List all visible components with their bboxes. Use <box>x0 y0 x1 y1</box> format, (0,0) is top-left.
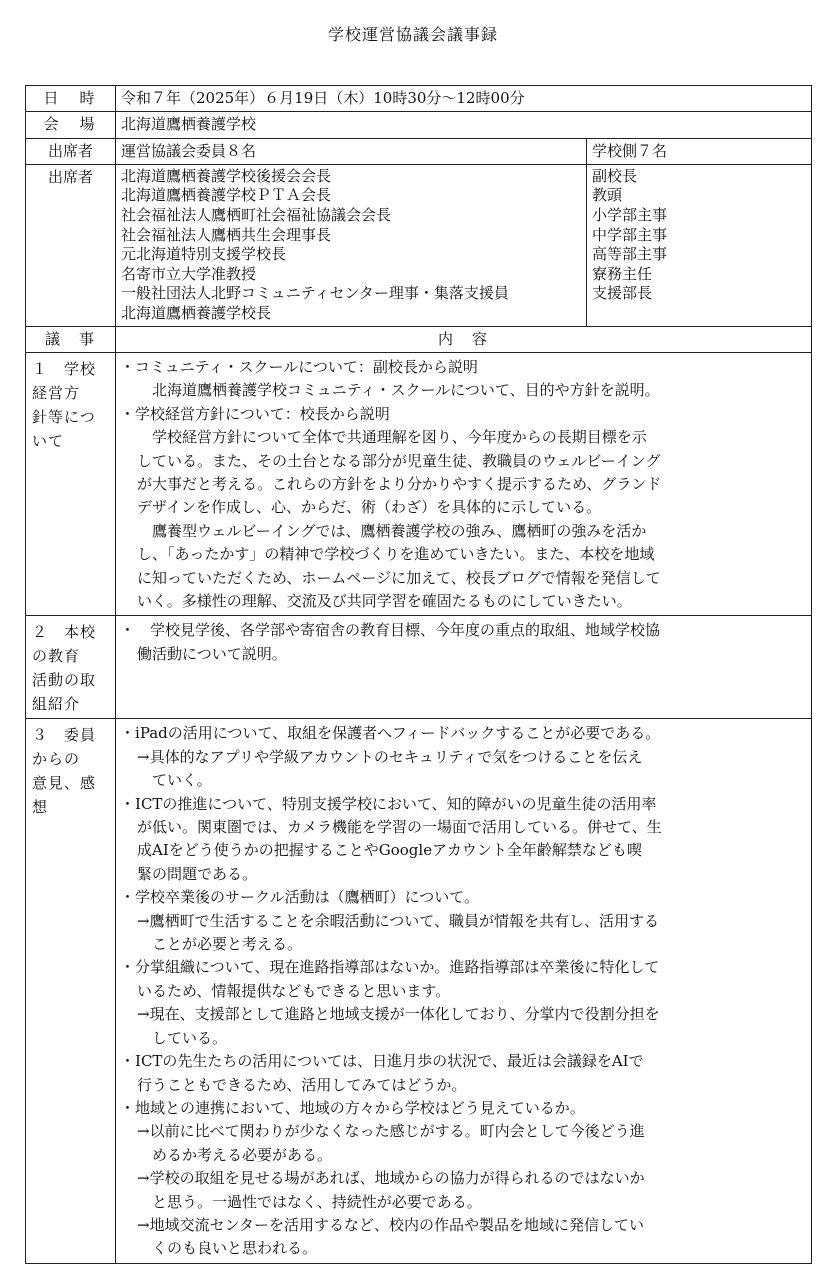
content-line: が大事だと考える。これらの方針をより分かりやすく提示するため、グランド <box>137 474 662 493</box>
section-content-2 <box>116 616 812 719</box>
bullet-item: ・ 学校見学後、各学部や寄宿舎の教育目標、今年度の重点的取組、地域学校協 <box>122 619 805 642</box>
agenda-header: 議 事 <box>26 326 116 352</box>
content-line: している。 <box>152 1028 228 1047</box>
document-title: 学校運営協議会議事録 <box>327 25 498 44</box>
school-member: 教頭 <box>592 186 623 205</box>
attendee-list-row <box>26 164 812 326</box>
agenda-title-line: 意見、感想 <box>32 774 97 817</box>
minutes-table <box>25 85 812 1264</box>
committee-member-list <box>116 164 587 326</box>
school-member: 高等部主事 <box>592 245 668 264</box>
committee-member: 元北海道特別支援学校長 <box>121 245 287 264</box>
content-line: いく。多様性の理解、交流及び共同学習を確固たるものにしていきたい。 <box>137 592 632 610</box>
school-member: 副校長 <box>592 166 638 185</box>
bullet-item: ・ 地域との連携において、地域の方々から学校はどう見えているか。 <box>122 1097 805 1120</box>
agenda-item-3 <box>26 719 116 1263</box>
content-line: ていく。 <box>152 771 212 790</box>
content-line: →以前に比べて関わりが少なくなった感じがする。町内会として今後どう進 <box>137 1122 645 1141</box>
content-line: →学校の取組を見せる場があれば、地域からの協力が得られるのではないか <box>137 1169 645 1188</box>
school-member: 中学部主事 <box>592 225 668 244</box>
content-line: し、「あったかす」の精神で学校づくりを進めていきたい。また、本校を地域 <box>137 545 655 564</box>
bullet-item: ・ iPadの活用について、取組を保護者へフィードバックすることが必要である。 <box>122 722 805 745</box>
committee-member: 社会福祉法人鷹栖共生会理事長 <box>121 225 332 244</box>
agenda-title-line: ２ 本校の教育 <box>32 623 97 666</box>
agenda-item-2 <box>26 616 116 719</box>
agenda-title-line: ３ 委員からの <box>32 726 97 769</box>
bullet-item: ・ 学校卒業後のサークル活動は（鷹栖町）について。 <box>122 886 805 909</box>
content-line: 北海道鷹栖養護学校コミュニティ・スクールについて、目的や方針を説明。 <box>152 381 660 400</box>
attendees-label-1: 出席者 <box>26 138 116 164</box>
content-header: 内 容 <box>116 326 812 352</box>
school-member: 支援部長 <box>592 284 653 303</box>
agenda-item-1 <box>26 352 116 615</box>
section-content-3 <box>116 719 812 1263</box>
content-line: いるため、情報提供などもできると思います。 <box>137 981 451 1000</box>
content-line: 成AIをどう使うかの把握することやGoogleアカウント全年齢解禁なども喫 <box>137 841 642 860</box>
agenda-title-line: 針等について <box>32 407 96 450</box>
date-value: 令和７年（2025年）６月19日（木）10時30分～12時00分 <box>116 86 812 112</box>
content-line: →地域交流センターを活用するなど、校内の作品や製品を地域に発信してい <box>137 1215 644 1234</box>
content-line: が低い。関東圏では、カメラ機能を学習の一場面で活用している。併せて、生 <box>137 818 662 837</box>
committee-member: 北海道鷹栖養護学校ＰＴＡ会長 <box>121 186 332 205</box>
bullet-item: ・ 分掌組織について、現在進路指導部はないか。進路指導部は卒業後に特化して <box>122 956 805 979</box>
content-line: →具体的なアプリや学級アカウントのセキュリティで気をつけることを伝え <box>137 747 643 766</box>
venue-row <box>26 112 812 138</box>
content-line: している。また、その土台となる部分が児童生徒、教職員のウェルビーイング <box>137 451 661 470</box>
content-line: くのも良いと思われる。 <box>152 1239 318 1258</box>
school-header: 学校側７名 <box>587 138 812 164</box>
date-label: 日 時 <box>26 86 116 112</box>
content-line: →現在、支援部として進路と地域支援が一体化しており、分掌内で役割分担を <box>137 1005 660 1024</box>
agenda-title-line: １ 学校経営方 <box>32 359 97 402</box>
date-row <box>26 86 812 112</box>
content-line: 学校経営方針について全体で共通理解を図り、今年度からの長期目標を示 <box>152 428 647 447</box>
school-member-list <box>587 164 812 326</box>
content-line: に知っていただくため、ホームページに加えて、校長ブログで情報を発信して <box>137 568 661 587</box>
committee-member: 一般社団法人北野コミュニティセンター理事・集落支援員 <box>121 284 509 303</box>
bullet-item: ・ ICTの推進について、特別支援学校において、知的障がいの児童生徒の活用率 <box>122 793 805 816</box>
content-line: 緊の問題である。 <box>137 864 258 883</box>
school-member: 寮務主任 <box>592 264 653 283</box>
attendees-label-2: 出席者 <box>26 164 116 326</box>
bullet-item: ・ 学校経営方針について：校長から説明 <box>122 403 805 426</box>
venue-value: 北海道鷹栖養護学校 <box>116 112 812 138</box>
section-header-row <box>26 326 812 352</box>
section-content-1 <box>116 352 812 615</box>
content-line: と思う。一過性ではなく、持続性が必要である。 <box>152 1192 482 1211</box>
content-line: ことが必要と考える。 <box>152 935 303 954</box>
attendee-header-row <box>26 138 812 164</box>
content-line: 働活動について説明。 <box>137 644 287 663</box>
committee-member: 社会福祉法人鷹栖町社会福祉協議会会長 <box>121 206 392 225</box>
committee-header: 運営協議会委員８名 <box>116 138 587 164</box>
agenda-title-line: 活動の取組紹介 <box>32 671 97 714</box>
school-member: 小学部主事 <box>592 206 668 225</box>
committee-member: 北海道鷹栖養護学校後援会会長 <box>121 166 332 185</box>
committee-member: 名寄市立大学准教授 <box>121 264 257 283</box>
section-row <box>26 616 812 719</box>
content-line: →鷹栖町で生活することを余暇活動について、職員が情報を共有し、活用する <box>137 911 659 930</box>
venue-label: 会 場 <box>26 112 116 138</box>
content-line: 行うこともできるため、活用してみてはどうか。 <box>137 1075 467 1094</box>
section-row <box>26 719 812 1263</box>
bullet-item: ・ ICTの先生たちの活用については、日進月歩の状況で、最近は会議録をAIで <box>122 1050 805 1073</box>
content-line: デザインを作成し、心、からだ、術（わざ）を具体的に示している。 <box>137 498 602 517</box>
bullet-item: ・ コミュニティ・スクールについて：副校長から説明 <box>122 356 805 379</box>
content-line: 鷹養型ウェルビーイングでは、鷹栖養護学校の強み、鷹栖町の強みを活か <box>152 521 647 540</box>
committee-member: 北海道鷹栖養護学校長 <box>121 304 272 323</box>
section-row <box>26 352 812 615</box>
content-line: めるか考える必要がある。 <box>152 1145 333 1164</box>
